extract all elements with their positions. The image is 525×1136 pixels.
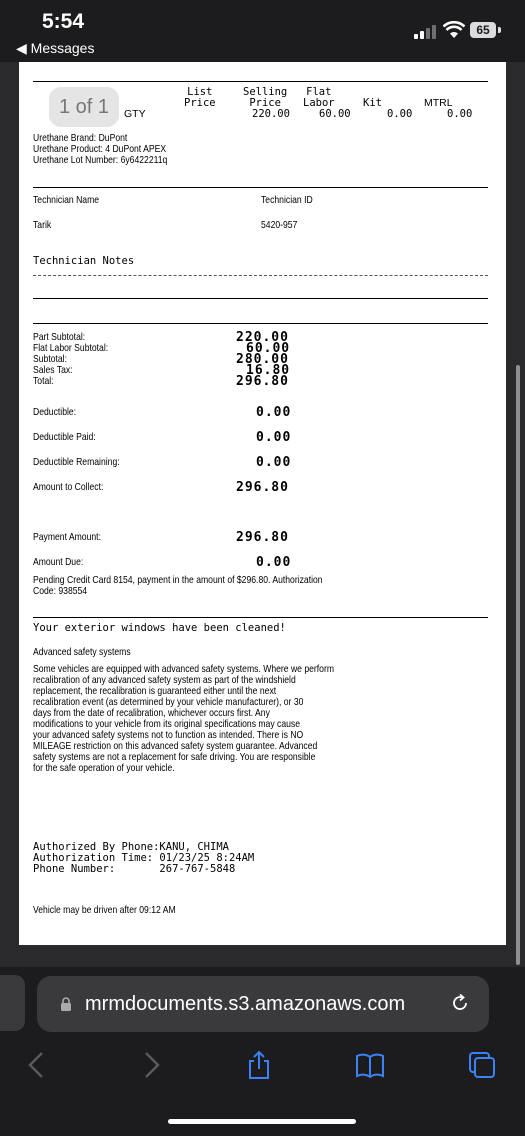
qty-header: GTY: [124, 108, 146, 120]
safety-line: recalibration event (as determined by your vehicle manufacturer), or 30: [33, 696, 304, 708]
flat-labor-value: 60.00: [319, 108, 351, 120]
forward-arrow-icon[interactable]: [136, 1050, 166, 1080]
flat-labor-subtotal-label: Flat Labor Subtotal:: [33, 342, 109, 354]
notes-dashed-line: [33, 275, 488, 276]
technician-name: Tarik: [33, 219, 52, 231]
bookmarks-icon[interactable]: [355, 1050, 385, 1080]
url-text[interactable]: mrmdocuments.s3.amazonaws.com: [85, 993, 406, 1015]
safety-line: for the safe operation of your vehicle.: [33, 762, 175, 774]
selling-price-value: 220.00: [252, 108, 290, 120]
page-indicator: 1 of 1: [49, 87, 119, 127]
divider: [33, 617, 488, 618]
amount-due-label: Amount Due:: [33, 556, 84, 568]
divider: [33, 323, 488, 324]
safety-line: replacement, the recalibration is guaranteed either until the next: [33, 685, 277, 697]
battery-icon: 65: [470, 22, 496, 38]
tabs-icon[interactable]: [467, 1050, 497, 1080]
status-bar: [0, 0, 525, 62]
battery-tip: [498, 27, 501, 33]
safety-line: days from the date of recalibration, whichever occurs first. Any: [33, 707, 270, 719]
safety-line: your advanced safety systems not to function as intended. There is NO: [33, 729, 304, 741]
windows-cleaned-note: Your exterior windows have been cleaned!: [33, 622, 286, 634]
subtotal-label: Subtotal:: [33, 353, 67, 365]
amount-to-collect-value: 296.80: [236, 480, 289, 495]
deductible-remaining-value: 0.00: [256, 455, 292, 470]
technician-id-label: Technician ID: [261, 194, 313, 206]
part-subtotal-label: Part Subtotal:: [33, 331, 86, 343]
total-label: Total:: [33, 375, 54, 387]
reload-icon[interactable]: [450, 993, 470, 1013]
amount-due-value: 0.00: [256, 555, 292, 570]
safety-line: safety systems are not a replacement for safe driving. You are responsible: [33, 751, 316, 763]
technician-id: 5420-957: [261, 219, 298, 231]
flat-labor-header: Flat Labor: [303, 86, 335, 109]
back-arrow-icon[interactable]: [22, 1050, 52, 1080]
deductible-remaining-label: Deductible Remaining:: [33, 456, 120, 468]
list-price-header: List Price: [184, 86, 216, 109]
safety-line: Some vehicles are equipped with advanced safety systems. Where we perform: [33, 663, 335, 675]
scrollbar[interactable]: [516, 365, 520, 965]
mtrl-header: MTRL: [424, 97, 453, 109]
previous-tab-preview[interactable]: [0, 975, 25, 1031]
share-icon[interactable]: [244, 1050, 274, 1080]
lock-icon: [60, 997, 72, 1011]
back-to-messages-link[interactable]: ◀ Messages: [16, 40, 95, 56]
safety-systems-title: Advanced safety systems: [33, 646, 131, 658]
urethane-brand: Urethane Brand: DuPont: [33, 132, 128, 144]
deductible-label: Deductible:: [33, 406, 77, 418]
urethane-product: Urethane Product: 4 DuPont APEX: [33, 143, 167, 155]
sales-tax-label: Sales Tax:: [33, 364, 73, 376]
pending-payment-line-1: Pending Credit Card 8154, payment in the amount of $296.80. Authorization: [33, 574, 323, 586]
divider: [33, 187, 488, 188]
total-value: 296.80: [236, 374, 289, 389]
payment-amount-value: 296.80: [236, 530, 289, 545]
authorized-by: Authorized By Phone:KANU, CHIMA: [33, 841, 229, 853]
clock: 5:54: [42, 10, 85, 33]
payment-amount-label: Payment Amount:: [33, 531, 101, 543]
deductible-value: 0.00: [256, 405, 292, 420]
pending-payment-line-2: Code: 938554: [33, 585, 88, 597]
kit-header: Kit: [363, 97, 382, 109]
safety-line: MILEAGE restriction on this advanced safety system guarantee. Advanced: [33, 740, 318, 752]
deductible-paid-label: Deductible Paid:: [33, 431, 96, 443]
safety-line: recalibration of any advanced safety system as part of the windshield: [33, 674, 296, 686]
kit-value: 0.00: [387, 108, 413, 120]
technician-notes-label: Technician Notes: [33, 255, 135, 267]
subtotal-value: 280.00: [236, 352, 289, 367]
cellular-signal-icon: [414, 25, 438, 39]
part-subtotal-value: 220.00: [236, 330, 289, 345]
urethane-lot: Urethane Lot Number: 6y6422211q: [33, 154, 168, 166]
mtrl-value: 0.00: [447, 108, 473, 120]
divider: [33, 81, 488, 82]
deductible-paid-value: 0.00: [256, 430, 292, 445]
phone-number: Phone Number: 267-767-5848: [33, 863, 236, 875]
amount-to-collect-label: Amount to Collect:: [33, 481, 104, 493]
vehicle-driven-after: Vehicle may be driven after 09:12 AM: [33, 904, 176, 916]
home-indicator[interactable]: [168, 1119, 356, 1124]
authorization-time: Authorization Time: 01/23/25 8:24AM: [33, 852, 255, 864]
sales-tax-value: 16.80: [246, 363, 291, 378]
safety-line: modifications to your vehicle from its original specifications may cause: [33, 718, 301, 730]
divider: [33, 298, 488, 299]
flat-labor-subtotal-value: 60.00: [246, 341, 291, 356]
selling-price-header: Selling Price: [243, 86, 288, 109]
technician-name-label: Technician Name: [33, 194, 100, 206]
wifi-icon: [443, 21, 465, 39]
invoice-page: [19, 62, 506, 945]
